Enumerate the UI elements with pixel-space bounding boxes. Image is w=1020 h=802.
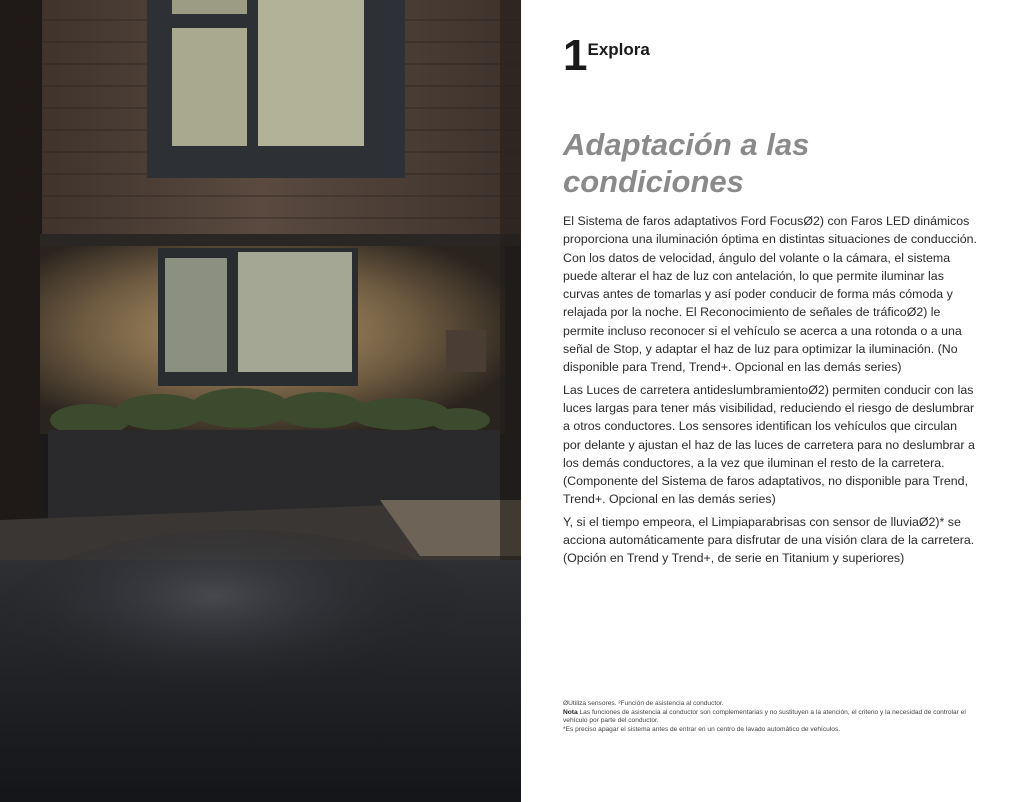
section-label: Explora	[587, 40, 650, 59]
section-heading	[563, 31, 650, 80]
note-text: Las funciones de asistencia al conductor son complementarias y no sustituyen a la atención, el criterio y la necesidad de controlar el vehículo por parte del conductor.	[563, 708, 966, 725]
footnotes	[563, 700, 983, 734]
paragraph-glare-free-high-beam: Las Luces de carretera antideslumbramientoØ2) permiten conducir con las luces largas para tener más visibilidad, reduciendo el riesgo de deslumbrar a otros conductores. Los sensores identifican los vehículos que circulan por delante y ajustan el haz de las luces de carretera para no deslumbrar a los demás conductores, a la vez que iluminan el resto de la carretera. (Componente del Sistema de faros adaptativos, no disponible para Trend, Trend+. Opcional en las demás series)	[563, 382, 975, 507]
paragraph-adaptive-headlights: El Sistema de faros adaptativos Ford FocusØ2) con Faros LED dinámicos proporciona una iluminación óptima en distintas situaciones de conducción. Con los datos de velocidad, ángulo del volante o la cámara, el sistema puede alterar el haz de luz con antelación, lo que permite iluminar las curvas antes de tomarlas y así poder conducir de forma más cómoda y relajada por la noche. El Reconocimiento de señales de tráficoØ2) le permite incluso reconocer si el vehículo se acerca a una rotonda o a una señal de Stop, y adaptar el haz de luz para optimizar la iluminación. (No disponible para Trend, Trend+. Opcional en las demás series)	[563, 214, 977, 375]
paragraph-rain-sensing-wipers: Y, si el tiempo empeora, el Limpiaparabrisas con sensor de lluviaØ2)* se acciona automáticamente para disfrutar de una visión clara de la carretera. (Opción en Trend y Trend+, de serie en Titanium y superiores)	[563, 514, 975, 566]
section-number: 1	[563, 31, 586, 80]
text-panel	[521, 0, 1020, 802]
footnote-legend: ØUtiliza sensores. ²Función de asistencia al conductor.	[563, 700, 724, 707]
page-title: Adaptación a las condiciones	[563, 127, 810, 199]
body-text	[563, 212, 978, 572]
footnote-car-wash: *Es preciso apagar el sistema antes de entrar en un centro de lavado automático de vehículos.	[563, 725, 841, 733]
footnote-note	[563, 709, 983, 726]
note-label: Nota	[563, 708, 578, 716]
